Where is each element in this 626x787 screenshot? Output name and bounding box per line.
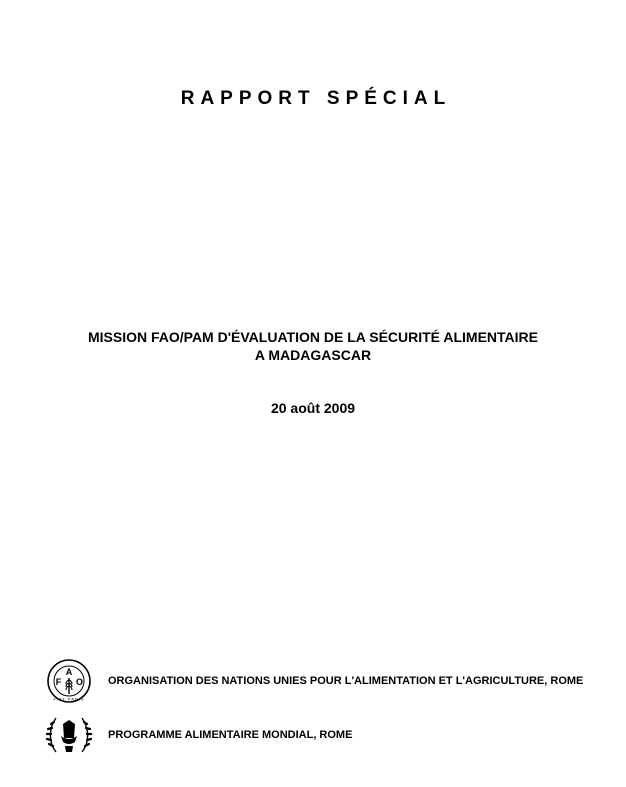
- mission-title-line-1: MISSION FAO/PAM D'ÉVALUATION DE LA SÉCURITÉ ALIMENTAIRE: [87, 329, 539, 345]
- fao-logo-icon: [44, 658, 94, 704]
- org-fao-name: ORGANISATION DES NATIONS UNIES POUR L'ALIMENTATION ET L'AGRICULTURE, ROME: [108, 675, 584, 687]
- org-wfp-name: PROGRAMME ALIMENTAIRE MONDIAL, ROME: [108, 729, 353, 741]
- svg-text:A: A: [65, 667, 73, 677]
- svg-text:O: O: [75, 677, 84, 687]
- report-title: RAPPORT SPÉCIAL: [180, 88, 452, 109]
- mission-title: [0, 328, 626, 364]
- fao-motto: FIAT PANIS: [53, 696, 85, 702]
- wfp-logo-icon: [44, 712, 94, 758]
- report-date: 20 août 2009: [270, 400, 356, 416]
- org-fao: [44, 658, 583, 704]
- mission-title-line-2: A MADAGASCAR: [254, 347, 372, 363]
- svg-text:F: F: [55, 677, 62, 687]
- org-wfp: [44, 712, 352, 758]
